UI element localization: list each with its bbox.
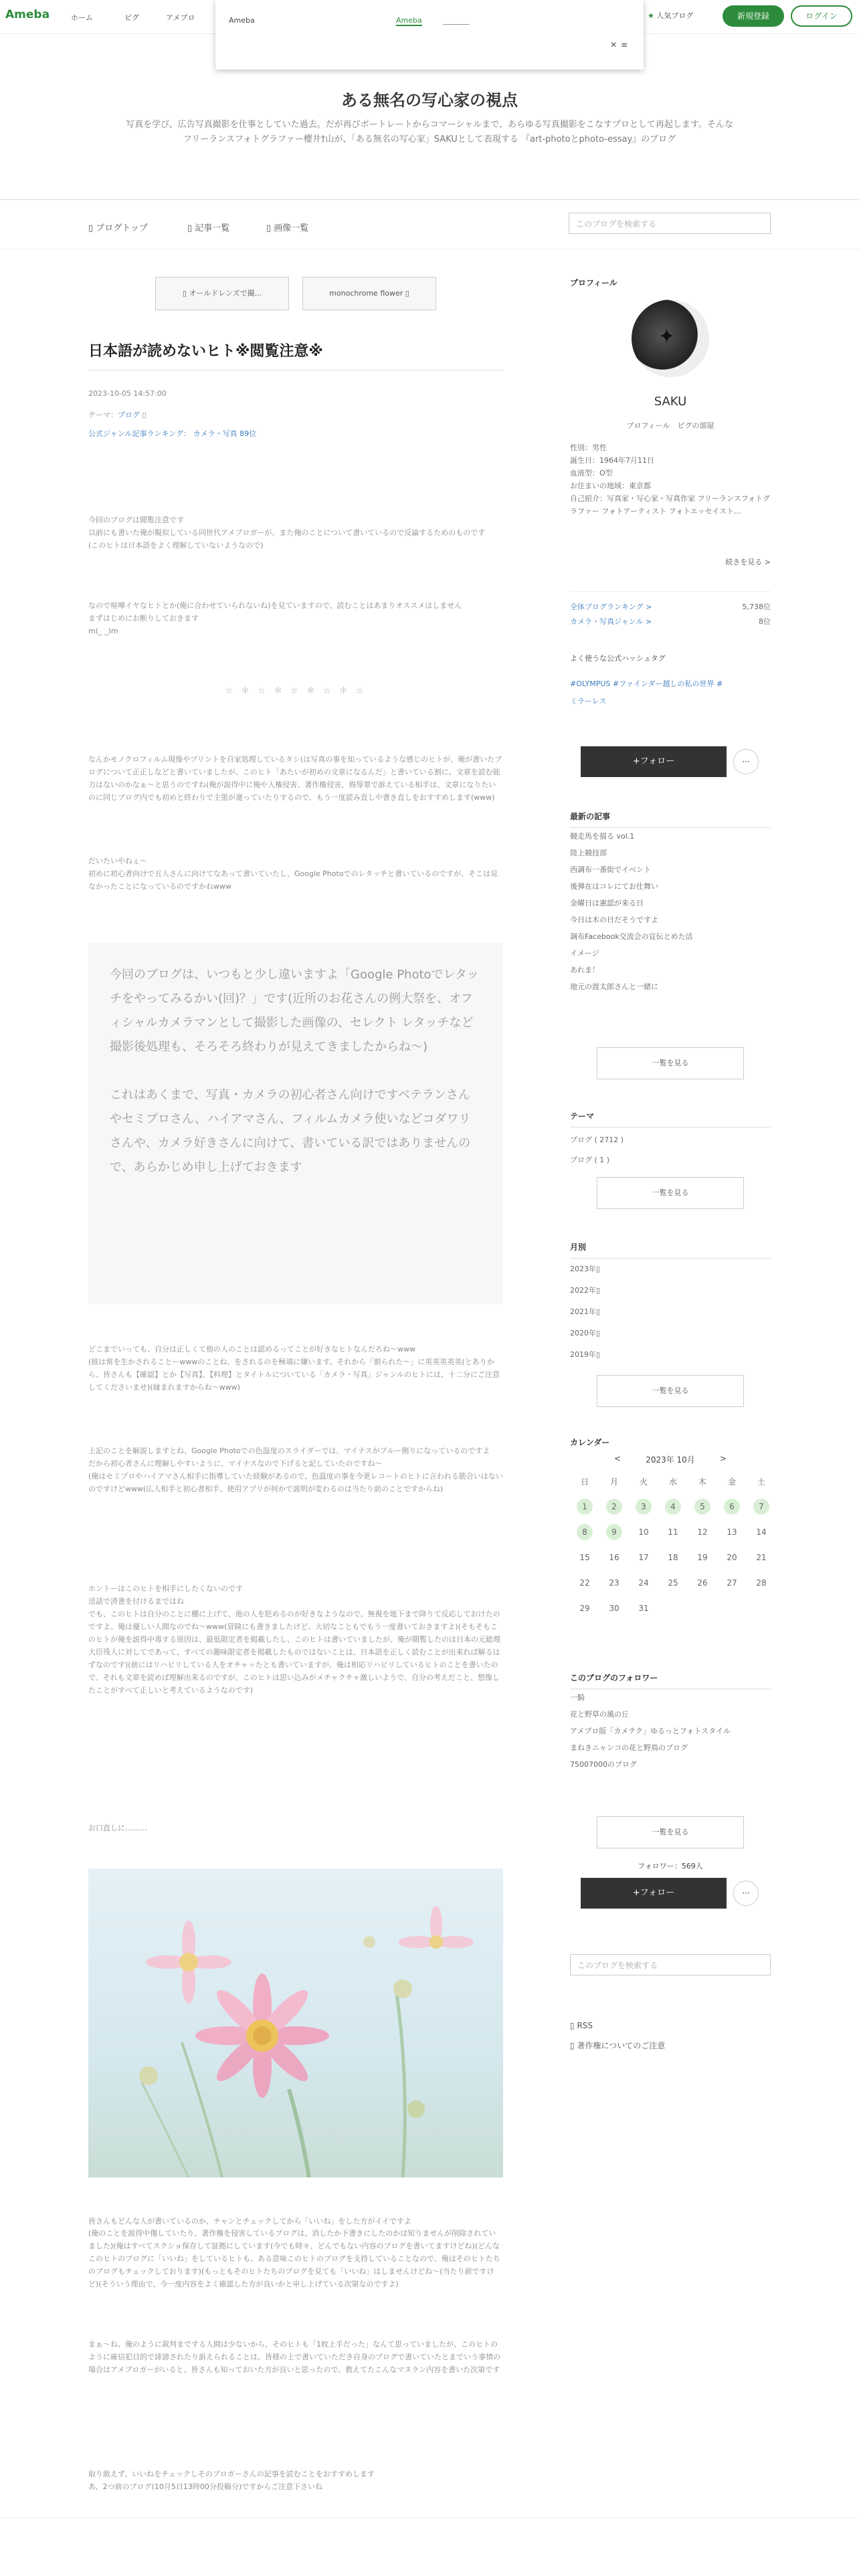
nav-image-list[interactable]: ▯ 画像一覧 bbox=[266, 223, 309, 233]
nav-entry-list[interactable]: ▯ 記事一覧 bbox=[187, 223, 230, 233]
prev-entry-button[interactable]: ▯ オールドレンズで撮... bbox=[155, 277, 289, 310]
list-item[interactable]: 2019年▯ bbox=[570, 1350, 601, 1359]
calendar-day: 29 bbox=[579, 1604, 590, 1613]
chevron-right-icon: ▯ bbox=[405, 289, 409, 298]
list-item[interactable]: 調布Facebook交流会の宣伝とめた活 bbox=[570, 932, 693, 941]
avatar[interactable] bbox=[632, 300, 709, 377]
entry-paragraph-8: お口直しに……… bbox=[88, 1824, 147, 1832]
entry-paragraph-2: なので喧嘩イヤなヒトとか(俺に合わせていられないね)を見ていますので、読むことはあまりオススメはしません まずはじめにお断りしておきます m(_ _)m bbox=[88, 601, 462, 635]
calendar-day: 16 bbox=[609, 1553, 619, 1562]
overall-ranking-link[interactable]: 全体ブログランキング > bbox=[570, 603, 652, 611]
login-button[interactable]: ログイン bbox=[791, 5, 852, 27]
theme-list bbox=[570, 1130, 771, 1170]
popup-title: Ameba bbox=[229, 16, 255, 25]
profile-heading: プロフィール bbox=[570, 278, 617, 288]
calendar-day: 24 bbox=[638, 1578, 649, 1588]
next-entry-button[interactable]: monochrome flower ▯ bbox=[302, 277, 436, 310]
list-item[interactable]: 一騎 bbox=[570, 1693, 585, 1702]
theme-heading: テーマ bbox=[570, 1110, 771, 1128]
list-item[interactable]: ブログ ( 1 ) bbox=[570, 1156, 610, 1164]
entry-paragraph-9: 皆さんもどんな人が書いているのか、チャンとチェックしてから「いいね」をした方がイイですよ bbox=[88, 2217, 411, 2226]
profile-links[interactable]: プロフィール ピグの部屋 bbox=[626, 421, 714, 430]
list-item[interactable]: アメブロ版「カメテク」ゆるっとフォトスタイル bbox=[570, 1727, 731, 1735]
calendar-day: 12 bbox=[697, 1527, 708, 1537]
list-item[interactable]: 2020年▯ bbox=[570, 1329, 601, 1337]
calendar-heading: カレンダー bbox=[570, 1438, 610, 1447]
calendar-day: 10 bbox=[638, 1527, 649, 1537]
calendar-day: 21 bbox=[756, 1553, 767, 1562]
camera-icon: ✦ bbox=[658, 325, 676, 348]
list-item[interactable]: 競走馬を描る vol.1 bbox=[570, 832, 635, 841]
page-icon: ▯ bbox=[88, 223, 94, 233]
calendar-table: 日 月 火 水 木 金 土 1 2 3 4 5 6 7 8 9 10 11 12 13 14 15 16 17 18 19 20 21 22 23 24 25 26 27 28 29 30 31 bbox=[570, 1469, 776, 1621]
nav-blog-top[interactable]: ▯ ブログトップ bbox=[88, 223, 148, 233]
list-item[interactable]: 金曜日は憲認が来る日 bbox=[570, 899, 644, 907]
close-icon[interactable]: ✕ bbox=[610, 40, 617, 49]
monthly-heading: 月別 bbox=[570, 1241, 771, 1259]
follower-count: フォロワー：569人 bbox=[638, 1862, 703, 1870]
recent-more-button[interactable]: 一覧を見る bbox=[597, 1047, 744, 1079]
chevron-left-icon: ▯ bbox=[182, 289, 187, 298]
ranking-link[interactable]: 公式ジャンル記事ランキング： カメラ・写真 89位 bbox=[88, 429, 257, 438]
entry-paragraph-5: どこまでいっても、自分は正しくて他の人のことは認めるってことが好きなヒトなんだろね〜www (彼は常を生かされることーwwwのことね、をされるのを極端に嫌います。それから「割られた〜」に英英英英英(とありから、皆さんも【確認】とか【写真】、【料理】とタイトルについている「カメラ・写真」ジャンルのヒトには、十二分にご注意してくださいませ)(縁まれますからね〜www) bbox=[88, 1345, 500, 1392]
copyright-notice-link[interactable]: ▯ 著作権についてのご注意 bbox=[570, 2041, 666, 2050]
list-item[interactable]: あれま！ bbox=[570, 966, 599, 974]
list-item[interactable]: イメージ bbox=[570, 949, 599, 958]
calendar-day: 22 bbox=[579, 1578, 590, 1588]
ranking-box: 全体ブログランキング > 5,738位 カメラ・写真ジャンル > 8位 bbox=[570, 591, 771, 629]
calendar-day[interactable]: 9 bbox=[606, 1524, 622, 1540]
calendar-day[interactable]: 3 bbox=[636, 1499, 652, 1515]
entry-title[interactable]: 日本語が読めないヒト※閲覧注意※ bbox=[88, 340, 503, 370]
signup-button[interactable]: 新規登録 bbox=[723, 5, 784, 27]
follow-button-bottom[interactable]: +フォロー bbox=[581, 1878, 727, 1909]
entry-paragraph-3: なんかモノクロフィルム現像やプリントを自家処理しているタシ(は写真の事を知っているような感じのヒトが、俺が書いたブログについて正正しなどと書いていましたが、このヒト「あたいが初めの文章になるんだ」と書いている割に、文章を読む能力はないのかなぁ〜と思うのですね(俺が説得中に俺や入権侵害、著作権侵害、侮辱罪で訴えている相手は、文章になりたいのに同じブログ内でも初めと終わりで主張が違っていたりするので、もう一度読み直しや書き直しをおすすめします(www) bbox=[88, 755, 502, 802]
popup-link[interactable]: Ameba bbox=[396, 16, 422, 25]
ameba-logo[interactable]: Ameba bbox=[5, 8, 50, 21]
blog-title[interactable]: ある無名の写心家の視点 bbox=[341, 91, 518, 110]
theme-link[interactable]: ブログ bbox=[118, 411, 140, 419]
calendar-day: 14 bbox=[756, 1527, 767, 1537]
sidebar-search-input[interactable]: このブログを検索する bbox=[570, 1954, 771, 1975]
calendar-day: 25 bbox=[668, 1578, 678, 1588]
entry-paragraph-4: だいたいやねぇ〜 初めに初心者向けで五人さんに向けてなあって書いていたし、Google Photoでのレタッチと書いているのですが、そこは見なかったことになっているのですかねwww bbox=[88, 857, 498, 891]
theme-more-button[interactable]: 一覧を見る bbox=[597, 1177, 744, 1209]
menu-icon[interactable]: ≡ bbox=[621, 40, 628, 49]
entry-paragraph-6: 上記のことを解説しますとね、Google Photoでの色温度のスライダーでは、マイナスがブルー側りになっているのですよ だから初心者さんに理解しやすいように、マイナスなので下げると記していたのですね〜 (俺はセミプロやハイアマさん相手に指導していた経験があるので、色温度の事を今更レコートのヒトに言われる筋合いはないのですけどwww(広人相手と初心者相手、使用アプリが何かで説明が変わるのは当たり前のことですからね) bbox=[88, 1446, 503, 1493]
list-item[interactable]: 今日は木の日だそうですよ bbox=[570, 916, 658, 924]
calendar-day[interactable]: 4 bbox=[665, 1499, 681, 1515]
list-item[interactable]: ブログ ( 2712 ) bbox=[570, 1136, 624, 1144]
calendar-day: 18 bbox=[668, 1553, 678, 1562]
divider bbox=[0, 199, 859, 200]
entry-paragraph-10: まぁ〜ね、俺のように裁判までする人間は少ないから、そのヒトも「1枚上手だった」なんて思っていましたが、このヒトのように確信犯目的で誹謗されたり訴えられることは、皆様の上で書いていただき自身のブログで書いていたとまでいう事情の場合はアメブロガーがいると、皆さんも知っておいた方が良いと思ったので、教えてたこんなマヌラン内容を書いた次第です bbox=[88, 2340, 500, 2374]
list-item[interactable]: 後弾在はコレにてお仕舞い bbox=[570, 882, 658, 891]
flower-image bbox=[88, 1868, 503, 2177]
calendar-day: 23 bbox=[609, 1578, 619, 1588]
profile-details: 性別：男性 誕生日：1964年7月11日 血液型：O型 お住まいの地域：東京都 自己紹介：写真家・写心家・写真作家 フリーランスフォトグラファー フォトアーティスト フォトエッセイスト... bbox=[570, 443, 770, 516]
list-item[interactable]: 地元の渡太郎さんと一緒に bbox=[570, 982, 658, 991]
followers-heading: このブログのフォロワー bbox=[570, 1672, 771, 1689]
calendar-day: 26 bbox=[697, 1578, 708, 1588]
list-item[interactable]: 陸上競技部 bbox=[570, 849, 607, 857]
profile-name[interactable]: SAKU bbox=[654, 395, 687, 409]
header-popup bbox=[215, 0, 644, 70]
document-icon: ▯ bbox=[142, 411, 147, 419]
divider bbox=[0, 2517, 859, 2518]
list-item[interactable]: 西調布一番街でイベント bbox=[570, 865, 651, 874]
calendar-day[interactable]: 7 bbox=[753, 1499, 769, 1515]
list-item[interactable]: 2023年▯ bbox=[570, 1265, 601, 1273]
nav-home[interactable]: ホーム bbox=[71, 13, 93, 22]
separator-stars: ☆ ＊ ☆ ＊ ☆ ＊ ☆ ＊ ☆ bbox=[225, 686, 367, 696]
calendar-month: < 2023年 10月 > bbox=[614, 1454, 727, 1465]
recent-list bbox=[570, 828, 771, 995]
popular-blog-link[interactable]: ★ 人気ブログ bbox=[648, 11, 694, 20]
calendar-day: 11 bbox=[668, 1527, 678, 1537]
calendar-day[interactable]: 1 bbox=[577, 1499, 593, 1515]
flag-icon: ▯ bbox=[570, 2041, 575, 2050]
calendar-day: 27 bbox=[727, 1578, 737, 1588]
quote-block: 今回のブログは、いつもと少し違いますよ「Google Photoでレタッチをやってみるかい(回)？」です(近所のお花さんの例大祭を、オフィシャルカメラマンとして撮影した画像の、セレクト レタッチなど撮影後処理も、そろそろ終わりが見えてきましたからね〜) これはあくまで、写真・カメラの初心者さん向けですベテランさんやセミプロさん、ハイアマさん、フィルムカメラ使いなどコダワリさんや、カメラ好きさんに向けて、書いている訳ではありませんので、あらかじめ申し上げておきます bbox=[88, 943, 503, 1304]
calendar-day[interactable]: 5 bbox=[694, 1499, 710, 1515]
calendar-day: 28 bbox=[756, 1578, 767, 1588]
list-item[interactable]: まねきニャンコの花と野鳥のブログ bbox=[570, 1743, 688, 1752]
monthly-list bbox=[570, 1259, 771, 1366]
list-item[interactable]: 2022年▯ bbox=[570, 1286, 601, 1295]
calendar-day: 20 bbox=[727, 1553, 737, 1562]
image-icon: ▯ bbox=[266, 223, 272, 233]
monthly-more-button[interactable]: 一覧を見る bbox=[597, 1375, 744, 1407]
list-item[interactable]: 花と野草の風の丘 bbox=[570, 1710, 629, 1719]
profile-more-link[interactable]: 続きを見る > bbox=[725, 558, 771, 566]
hashtag-heading: よく使うな公式ハッシュタグ bbox=[570, 654, 666, 663]
calendar-day[interactable]: 8 bbox=[577, 1524, 593, 1540]
blog-search-input[interactable]: このブログを検索する bbox=[569, 213, 771, 234]
calendar-next-button[interactable]: > bbox=[719, 1454, 727, 1463]
followers-more-button[interactable]: 一覧を見る bbox=[597, 1816, 744, 1848]
calendar-day: 19 bbox=[697, 1553, 708, 1562]
followers-list bbox=[570, 1689, 771, 1773]
calendar-day[interactable]: 6 bbox=[724, 1499, 740, 1515]
recent-heading: 最新の記事 bbox=[570, 811, 771, 828]
star-icon: ★ bbox=[648, 11, 654, 20]
calendar-day: 30 bbox=[609, 1604, 619, 1613]
entry-paragraph-9b: (俺のことを説得中傷していたり、著作権を侵害しているブログは、消したか下書きにしたのかは知りませんが削除されていました)(俺はすべてスクショ保存して証拠にしています(今でも時々、どんでもない内容のブログを書いてますけどね)(どんなこのヒトのブログに「いいね」をしているヒトも、ある意味このヒトのブログを支持していることなので、俺はそのヒトたちのブログもチェックしております)(もっともそのヒトたちのブログを見ても「いいね」はしませんけどね〜(当たり前ですけど)(そういう理由で、今一度内容をよく確認した方が良いかと申し上げている次第なのですよ) bbox=[88, 2229, 500, 2288]
follow-button[interactable]: +フォロー bbox=[581, 746, 727, 777]
entry-theme: テーマ：ブログ ▯ bbox=[88, 411, 147, 419]
rss-icon: ▯ bbox=[570, 2021, 575, 2030]
calendar-day: 17 bbox=[638, 1553, 649, 1562]
blog-description: 写真を学び、広告写真撮影を仕事としていた過去。だが再びポートレートからコマーシャルまで、あらゆる写真撮影をこなすプロとして再起します。そんな フリーランスフォトグラファー櫻井†山が、「ある無名の写心家」SAKUとして表現する 『art-photoとphoto-essay』のブログ bbox=[126, 120, 733, 144]
nav-ameblo[interactable]: アメブロ bbox=[166, 13, 195, 22]
list-item[interactable]: 75007000のブログ bbox=[570, 1760, 637, 1769]
rss-link[interactable]: ▯ RSS bbox=[570, 2021, 593, 2030]
genre-ranking-link[interactable]: カメラ・写真ジャンル > bbox=[570, 617, 652, 626]
more-options-button[interactable]: ··· bbox=[733, 1881, 759, 1906]
calendar-prev-button[interactable]: < bbox=[614, 1454, 622, 1463]
entry-paragraph-7: ホントーはこのヒトを相手にしたくないのです 送話で済書を付けるまではね でも、このヒトは自分のことに棚に上げて、他の人を貶めるのが好きなようなので、無視を地下まで降りて反応しておけたのですよ。俺は優しい人間なのでね〜www(冒険にも書きましたけど、大切なこともでもう一度書いておきますよ)(そもそもこのヒトが俺を説得中毒する原因は、最低限定者を掲載したし、このヒトは書いていましたが、俺が閲覧したのは日本の元総理大臣残人に対してであって、すべての趣味限定者を掲載したものではないことは、日本語を正しく読むことが出来れば解るはずなのです)(前にはリハビリしている人をオチャッたとも書いていますが、俺は相応リハビリしているヒトのことを書いたので、それも文章を読めば理解出来るのですが、このヒトは思い込みがメチャクチャ激しいようで、自分の考えだこと、想像したことがすべて正しいと考えているようなのです) bbox=[88, 1584, 500, 1695]
calendar-day[interactable]: 2 bbox=[606, 1499, 622, 1515]
entry-paragraph-11: 取り敢えず、いいねをチェックしそのブロガーさんの記事を読むことをおすすめします あ、2つ前のブログ(10月5日13時00分投稿分)ですからご注意下さいね bbox=[88, 2470, 375, 2491]
more-options-button[interactable]: ··· bbox=[733, 749, 759, 774]
hashtag-list[interactable]: #OLYMPUS #ファインダー越しの私の世界 # ミラーレス bbox=[570, 679, 723, 706]
calendar-day: 31 bbox=[638, 1604, 649, 1613]
nav-pigg[interactable]: ピグ bbox=[124, 13, 139, 22]
entry-date: 2023-10-05 14:57:00 bbox=[88, 389, 167, 398]
list-item[interactable]: 2021年▯ bbox=[570, 1307, 601, 1316]
list-icon: ▯ bbox=[187, 223, 193, 233]
calendar-day: 13 bbox=[727, 1527, 737, 1537]
entry-paragraph-1: 今回のブログは閲覧注意です 以前にも書いた俺が擬似している同世代アメブロガーが、また俺のことについて書いているので反論するためのものです (このヒトは日本語をよく理解していないようなので) bbox=[88, 516, 486, 550]
flower-photo[interactable] bbox=[88, 1868, 503, 2177]
popup-underline bbox=[443, 24, 470, 25]
calendar-day: 15 bbox=[579, 1553, 590, 1562]
